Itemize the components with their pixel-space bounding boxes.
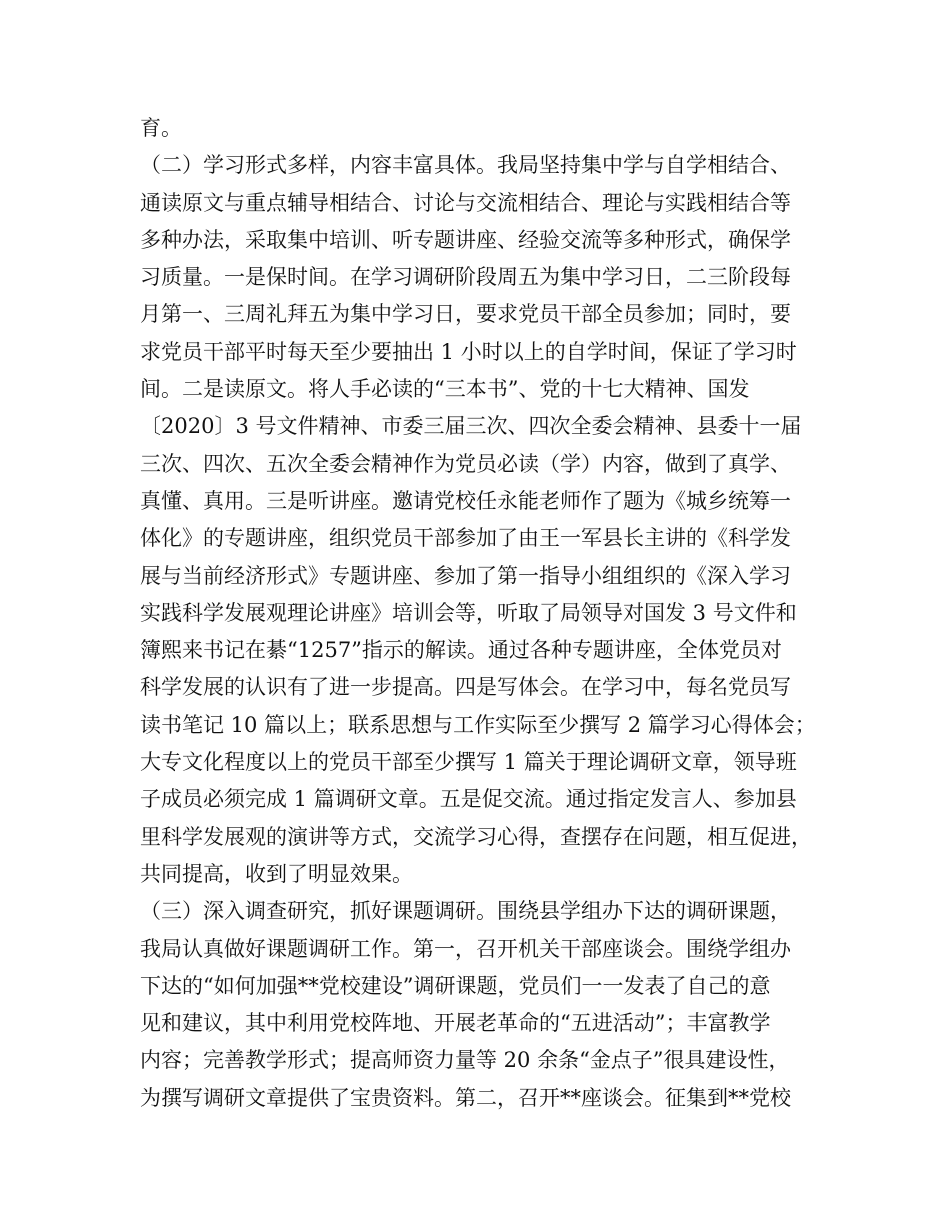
text-line: 三次、四次、五次全委会精神作为党员必读（学）内容，做到了真学、: [140, 451, 791, 476]
text-line: 多种办法，采取集中培训、听专题讲座、经验交流等多种形式，确保学: [140, 227, 791, 252]
text-line: 子成员必须完成 1 篇调研文章。五是促交流。通过指定发言人、参加县: [140, 787, 797, 812]
text-line: 读书笔记 10 篇以上；联系思想与工作实际至少撰写 2 篇学习心得体会；: [140, 712, 816, 737]
text-line: （三）深入调查研究，抓好课题调研。围绕县学组办下达的调研课题，: [140, 899, 791, 924]
text-line: 实践科学发展观理论讲座》培训会等，听取了局领导对国发 3 号文件和: [140, 600, 797, 625]
text-line: 求党员干部平时每天至少要抽出 1 小时以上的自学时间，保证了学习时: [140, 339, 797, 364]
text-line: 共同提高，收到了明显效果。: [140, 861, 413, 886]
text-line: 真懂、真用。三是听讲座。邀请党校任永能老师作了题为《城乡统筹一: [140, 488, 791, 513]
text-line: 通读原文与重点辅导相结合、讨论与交流相结合、理论与实践相结合等: [140, 190, 791, 215]
text-line: 展与当前经济形式》专题讲座、参加了第一指导小组组织的《深入学习: [140, 563, 791, 588]
text-line: 里科学发展观的演讲等方式，交流学习心得，查摆存在问题，相互促进，: [140, 824, 812, 849]
text-line: 科学发展的认识有了进一步提高。四是写体会。在学习中，每名党员写: [140, 675, 791, 700]
text-line: 我局认真做好课题调研工作。第一，召开机关干部座谈会。围绕学组办: [140, 936, 791, 961]
text-line: 习质量。一是保时间。在学习调研阶段周五为集中学习日，二三阶段每: [140, 265, 791, 290]
text-line: 下达的“如何加强**党校建设”调研课题，党员们一一发表了自己的意: [140, 973, 771, 998]
text-line: 〔2020〕3 号文件精神、市委三届三次、四次全委会精神、县委十一届: [140, 414, 802, 439]
text-line: （二）学习形式多样，内容丰富具体。我局坚持集中学与自学相结合、: [140, 153, 791, 178]
text-line: 月第一、三周礼拜五为集中学习日，要求党员干部全员参加；同时，要: [140, 302, 791, 327]
text-line: 间。二是读原文。将人手必读的“三本书”、党的十七大精神、国发: [140, 377, 750, 402]
text-line: 内容；完善教学形式；提高师资力量等 20 余条“金点子”很具建设性，: [140, 1048, 790, 1073]
document-page: [140, 110, 830, 1117]
text-line: 见和建议，其中利用党校阵地、开展老革命的“五进活动”；丰富教学: [140, 1011, 771, 1036]
text-line: 体化》的专题讲座，组织党员干部参加了由王一军县长主讲的《科学发: [140, 526, 791, 551]
text-line: 大专文化程度以上的党员干部至少撰写 1 篇关于理论调研文章，领导班: [140, 750, 797, 775]
text-line: 簿熙来书记在綦“1257”指示的解读。通过各种专题讲座，全体党员对: [140, 638, 782, 663]
text-line: 育。: [140, 116, 182, 140]
text-line: 为撰写调研文章提供了宝贵资料。第二，召开**座谈会。征集到**党校: [140, 1085, 791, 1110]
